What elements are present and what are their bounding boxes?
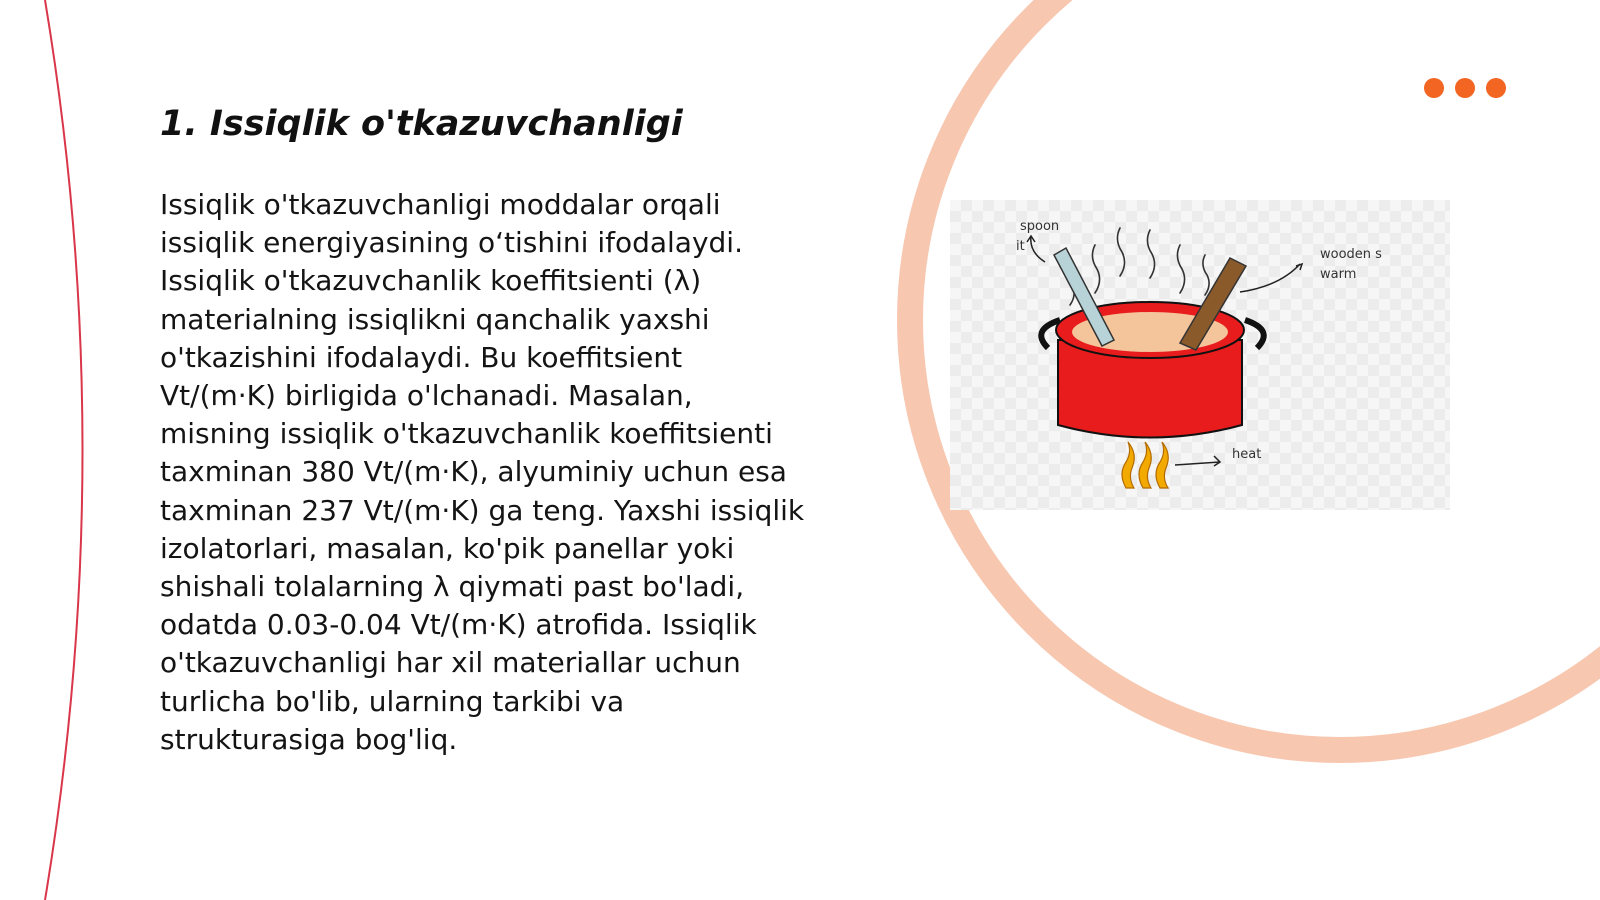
body-line: issiqlik energiyasining o‘tishini ifodalaydi. (160, 226, 743, 260)
left-accent-line (45, 0, 83, 900)
body-line: materialning issiqlikni qanchalik yaxshi (160, 302, 710, 336)
body-line: odatda 0.03-0.04 Vt/(m·K) atrofida. Issiqlik (160, 608, 757, 642)
slide-title: 1. Issiqlik o'tkazuvchanligi (160, 104, 683, 144)
body-line: taxminan 237 Vt/(m·K) ga teng. Yaxshi issiqlik (160, 493, 805, 527)
label-wooden: wooden s (1320, 247, 1382, 262)
body-line: shishali tolalarning λ qiymati past bo'ladi, (160, 570, 745, 604)
dot-1 (1424, 78, 1444, 98)
dot-3 (1486, 78, 1506, 98)
body-line: izolatorlari, masalan, ko'pik panellar yoki (160, 531, 735, 565)
label-warm: warm (1320, 267, 1357, 282)
body-line: o'tkazuvchanligi har xil materiallar uchun (160, 646, 741, 680)
body-line: Issiqlik o'tkazuvchanligi moddalar orqali (160, 188, 721, 221)
body-line: taxminan 380 Vt/(m·K), alyuminiy uchun esa (160, 455, 787, 489)
body-line: strukturasiga bog'liq. (160, 722, 458, 756)
body-line: misning issiqlik o'tkazuvchanlik koeffitsienti (160, 417, 773, 451)
body-line: turlicha bo'lib, ularning tarkibi va (160, 684, 625, 718)
label-spoon: spoon (1020, 219, 1060, 234)
body-line: Vt/(m·K) birligida o'lchanadi. Masalan, (160, 379, 693, 413)
pot-illustration (950, 200, 1450, 510)
label-heat: heat (1232, 447, 1262, 462)
more-dots-icon[interactable] (1424, 78, 1506, 98)
label-spoon-note: it (1016, 239, 1025, 254)
dot-2 (1455, 78, 1475, 98)
flames (1122, 442, 1168, 488)
body-line: o'tkazishini ifodalaydi. Bu koeffitsient (160, 340, 683, 374)
slide-body-text (160, 186, 860, 759)
body-line: Issiqlik o'tkazuvchanlik koeffitsienti (λ) (160, 264, 702, 298)
